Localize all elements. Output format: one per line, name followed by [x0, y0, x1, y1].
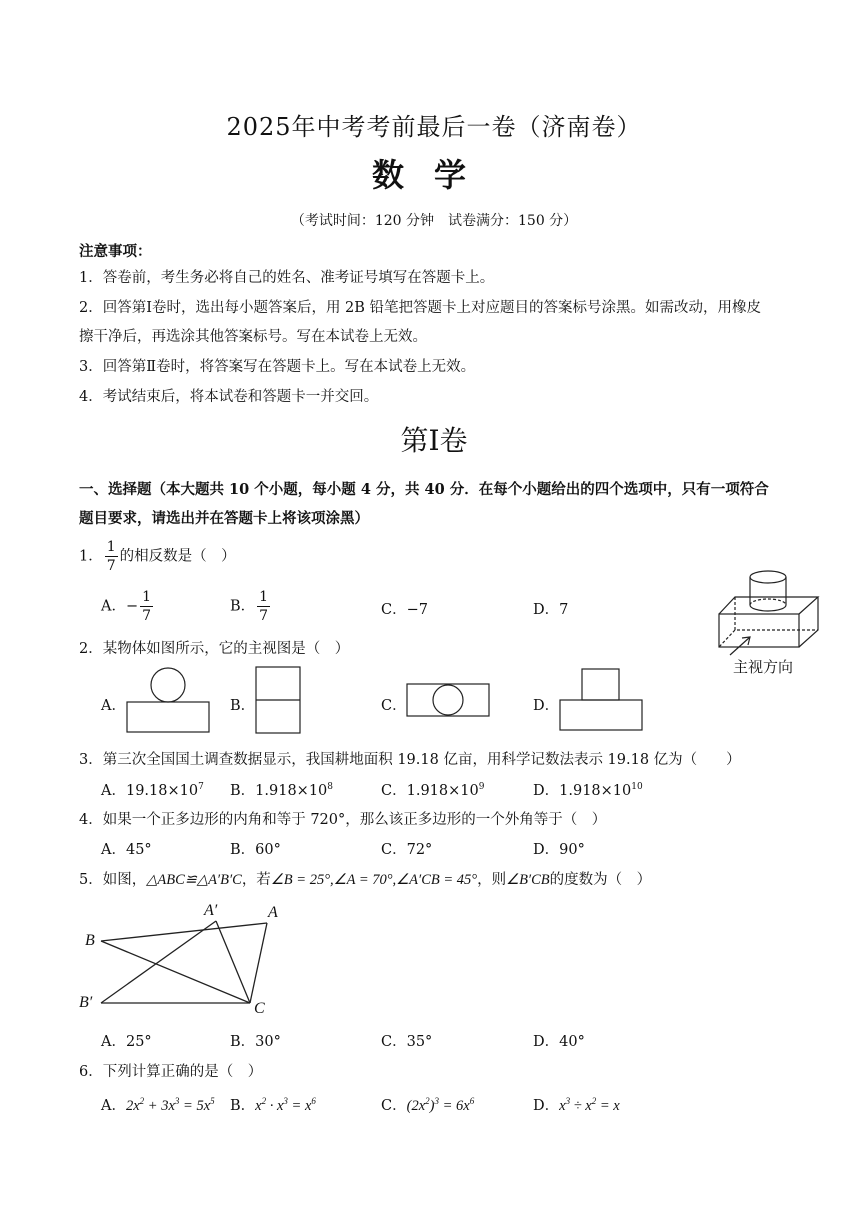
frac-denominator: 7 [259, 608, 269, 624]
option-label: B． [230, 598, 256, 615]
q2-option-d-label: D． [533, 698, 560, 714]
box-hidden-edge [719, 630, 735, 647]
q6-option-b-expr: $x^2 \cdot x^3 = x^6$ [255, 1096, 316, 1114]
q5-option-d: D．40° [533, 1034, 585, 1050]
cylinder-top [750, 571, 786, 583]
q6-option-c-expr: $(2x^2)^3 = 6x^6$ [406, 1096, 475, 1114]
frac-numerator: 1 [106, 539, 116, 555]
q5-connector: ，若 [241, 872, 271, 888]
q3-option-b [230, 779, 333, 800]
section-heading-line1: 一、选择题（本大题共 10 个小题，每小题 4 分，共 40 分．在每个小题给出的四个选项中，只有一项符合 [79, 481, 769, 498]
q5-angles: ∠B = 25°,∠A = 70°,∠A′CB = 45° [270, 872, 478, 888]
option-label: B． [230, 783, 256, 799]
q4-option-d: D．90° [533, 842, 585, 858]
frac-denominator: 7 [106, 558, 116, 574]
q1-number: 1． [79, 548, 103, 565]
exam-title: 2025年中考考前最后一卷（济南卷） [226, 113, 642, 141]
notes-heading: 注意事项： [79, 243, 152, 260]
q1-option-a [101, 590, 155, 623]
view-arrow [730, 637, 750, 655]
q6-option-b [230, 1094, 316, 1115]
question-2: 2．某物体如图所示，它的主视图是（ ） [79, 641, 350, 657]
note-item: 3．回答第Ⅱ卷时，将答案写在答题卡上。写在本试卷上无效。 [79, 359, 476, 375]
option-label: B． [230, 1098, 256, 1114]
label-B-prime: B′ [79, 994, 93, 1011]
option-exponent: 8 [327, 782, 334, 792]
q6-option-c [381, 1094, 474, 1115]
q1-option-c: C．−7 [381, 602, 428, 618]
option-label: A． [101, 598, 126, 615]
note-item: 擦干净后，再选涂其他答案标号。写在本试卷上无效。 [79, 329, 427, 345]
q3-option-d [533, 779, 643, 800]
q5-congruence: △ABC≌△A′B′C [146, 872, 242, 888]
label-C: C [254, 1000, 265, 1017]
q5-suffix: 的度数为（ ） [549, 872, 652, 888]
q1-text: 的相反数是（ ） [119, 548, 236, 565]
option-fraction [140, 590, 153, 623]
question-1 [79, 540, 236, 573]
q3-option-a [101, 779, 204, 800]
q1-option-b [230, 590, 272, 623]
question-6: 6．下列计算正确的是（ ） [79, 1064, 263, 1080]
option-exponent: 7 [198, 782, 204, 792]
q2-option-d-figure [557, 667, 647, 733]
section-heading-line2: 题目要求，请选出并在答题卡上将该项涂黑） [79, 510, 369, 527]
question-3: 3．第三次全国国土调查数据显示，我国耕地面积 19.18 亿亩，用科学记数法表示 19.18 亿为（ ） [79, 752, 741, 768]
option-value: 19.18×10 [125, 783, 199, 799]
q2-figure-caption: 主视方向 [733, 658, 794, 676]
segment-B1A1 [101, 921, 216, 1003]
q5-prefix: 5．如图， [79, 872, 147, 888]
exam-meta: （考试时间：120 分钟 试卷满分：150 分） [290, 213, 578, 229]
q3-option-c [381, 779, 484, 800]
q6-option-a [101, 1094, 215, 1115]
question-4: 4．如果一个正多边形的内角和等于 720°，那么该正多边形的一个外角等于（ ） [79, 812, 607, 828]
q4-option-c: C．72° [381, 842, 433, 858]
q2-option-a-label: A． [101, 698, 126, 714]
note-item: 2．回答第Ⅰ卷时，选出每小题答案后，用 2B 铅笔把答题卡上对应题目的答案标号涂黑。如需改动，用橡皮 [79, 300, 762, 316]
label-A: A [268, 904, 278, 921]
option-sign: − [125, 598, 139, 615]
q2-option-b-figure [254, 665, 304, 737]
frac-denominator: 7 [142, 608, 152, 624]
q5-option-a: A．25° [101, 1034, 152, 1050]
q6-option-d [533, 1094, 620, 1115]
q4-option-a: A．45° [101, 842, 152, 858]
option-exponent: 10 [631, 782, 643, 792]
cylinder-bottom-hidden [750, 599, 786, 605]
option-label: C． [381, 1098, 407, 1114]
cylinder-bottom [750, 605, 786, 611]
option-fraction [257, 590, 270, 623]
option-exponent: 9 [478, 782, 485, 792]
q2-option-c-figure [405, 682, 493, 720]
option-label: A． [101, 1098, 126, 1114]
q1-option-d: D．7 [533, 602, 569, 618]
question-5 [79, 868, 651, 889]
q6-option-a-expr: $2x^2 + 3x^3 = 5x^5$ [125, 1096, 215, 1114]
q2-option-c-label: C． [381, 698, 407, 714]
option-label: D． [533, 1098, 560, 1114]
option-value: 1.918×10 [559, 783, 632, 799]
q5-triangle-figure [76, 895, 286, 1020]
q5-option-b: B．30° [230, 1034, 281, 1050]
q5-option-c: C．35° [381, 1034, 433, 1050]
option-label: C． [381, 783, 407, 799]
option-label: A． [101, 783, 126, 799]
q5-connector: ，则 [477, 872, 507, 888]
frac-numerator: 1 [259, 589, 269, 605]
q1-fraction [105, 540, 118, 573]
q4-option-b: B．60° [230, 842, 281, 858]
label-B: B [85, 932, 95, 949]
q2-option-a-figure [124, 665, 212, 735]
q5-asked-angle: ∠B′CB [506, 872, 550, 888]
volume-title: 第Ⅰ卷 [400, 424, 468, 457]
option-value: 1.918×10 [255, 783, 328, 799]
segment-AC [250, 923, 267, 1003]
note-item: 4．考试结束后，将本试卷和答题卡一并交回。 [79, 389, 379, 405]
q2-option-b-label: B． [230, 698, 256, 714]
option-value: 1.918×10 [406, 783, 479, 799]
option-label: D． [533, 783, 560, 799]
subject-title: 数学 [371, 156, 496, 194]
frac-numerator: 1 [142, 589, 152, 605]
label-A-prime: A′ [204, 902, 218, 919]
note-item: 1．答卷前，考生务必将自己的姓名、准考证号填写在答题卡上。 [79, 270, 495, 286]
segment-BA [101, 923, 267, 941]
q6-option-d-expr: $x^3 \div x^2 = x$ [559, 1096, 620, 1114]
box-right [799, 597, 818, 647]
